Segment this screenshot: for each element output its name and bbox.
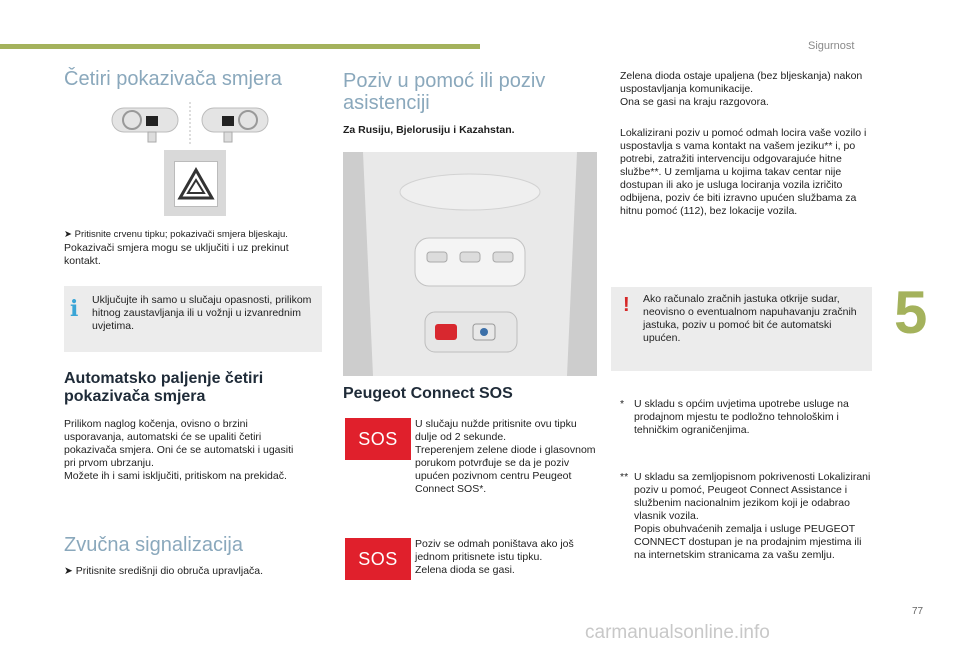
sos-cancel-icon: SOS: [345, 538, 411, 580]
page-number: 77: [912, 606, 924, 617]
middle-para2: Poziv se odmah poništava ako još jednom pritisnete istu tipku. Zelena dioda se gasi.: [415, 538, 574, 576]
middle-heading-sos: Peugeot Connect SOS: [343, 385, 513, 402]
ceiling-console-photo: [343, 152, 597, 376]
sos-button-icon: SOS: [345, 418, 411, 460]
hazard-indicator-illustration: [110, 100, 270, 148]
info-icon: i: [70, 296, 79, 322]
middle-subtitle: Za Rusiju, Bjelorusiju i Kazahstan.: [343, 124, 515, 136]
watermark: carmanualsonline.info: [585, 622, 770, 643]
hazard-button-illustration: [164, 150, 226, 216]
section-label: Sigurnost: [808, 40, 855, 52]
middle-para1: U slučaju nužde pritisnite ovu tipku dulje od 2 sekunde. Treperenjem zelene diode i glasovnom porukom potvrđuje se da je poziv upućen pozivnom centru Peugeot Connect SOS*.: [415, 418, 596, 495]
left-para2: Prilikom naglog kočenja, ovisno o brzini usporavanja, automatski će se upaliti četiri pokazivača smjera. Oni će se automatski i ugasiti pri prvom ubrzanju. Možete ih i sami isključiti, pritiskom na prekidač.: [64, 418, 294, 482]
sos-console-illustration: [343, 152, 597, 376]
left-para1: Pokazivači smjera mogu se uključiti i uz prekinut kontakt.: [64, 242, 289, 267]
info-text: Uključujte ih samo u slučaju opasnosti, prilikom hitnog zaustavljanja ili u vožnji u izvanrednim uvjetima.: [92, 294, 312, 332]
warning-box: [611, 287, 872, 371]
info-box: [64, 286, 322, 352]
left-heading-sound: Zvučna signalizacija: [64, 534, 243, 556]
bullet-horn: ➤ Pritisnite središnji dio obruča upravljača.: [64, 565, 264, 577]
right-para2: Lokalizirani poziv u pomoć odmah locira vaše vozilo i uspostavlja s vama kontakt na vašem jeziku** i, po potrebi, zatražiti intervenciju odgovarajuće hitne službe**. U zemljama u kojima takav centar nije dostupan ili ako je usluga lociranja vozila izričito odbijena, poziv će biti izravno upućen službama za hitnu pomoć (112), bez lokacije vozila.: [620, 127, 867, 217]
middle-title: Poziv u pomoć ili poziv asistenciji: [343, 70, 546, 114]
footnote2-mark: **: [620, 471, 629, 483]
chapter-number: 5: [894, 279, 928, 346]
exclamation-icon: !: [623, 294, 630, 316]
right-para1: Zelena dioda ostaje upaljena (bez bljeskanja) nakon uspostavljanja komunikacije. Ona se gasi na kraju razgovora.: [620, 70, 863, 108]
footnote1: U skladu s općim uvjetima upotrebe usluge na prodajnom mjestu te podložno tehnološkim i tehničkim ograničenjima.: [634, 398, 849, 436]
hazard-triangle-icon: [175, 162, 217, 206]
left-heading-auto: Automatsko paljenje četiri pokazivača smjera: [64, 370, 264, 405]
arrow-bullet-icon: ➤: [64, 565, 76, 577]
bullet-press-red: ➤ Pritisnite crvenu tipku; pokazivači smjera bljeskaju.: [64, 229, 288, 240]
header-accent-bar: [0, 44, 480, 49]
left-title: Četiri pokazivača smjera: [64, 68, 282, 90]
arrow-bullet-icon: ➤: [64, 229, 75, 240]
footnote2: U skladu sa zemljopisnom pokrivenosti Lokalizirani poziv u pomoć, Peugeot Connect Assistance i službenim nacionalnim jezikom koji je odabrao vlasnik vozila. Popis obuhvaćenih zemalja i usluge PEUGEOT CONNECT dostupan je na prodajnim mjestima ili na internetskim stranicama za vašu zemlju.: [634, 471, 871, 561]
footnote1-mark: *: [620, 398, 625, 410]
warning-text: Ako računalo zračnih jastuka otkrije sudar, neovisno o eventualnom napuhavanju zračnih jastuka, poziv u pomoć bit će automatski upućen.: [643, 293, 857, 344]
